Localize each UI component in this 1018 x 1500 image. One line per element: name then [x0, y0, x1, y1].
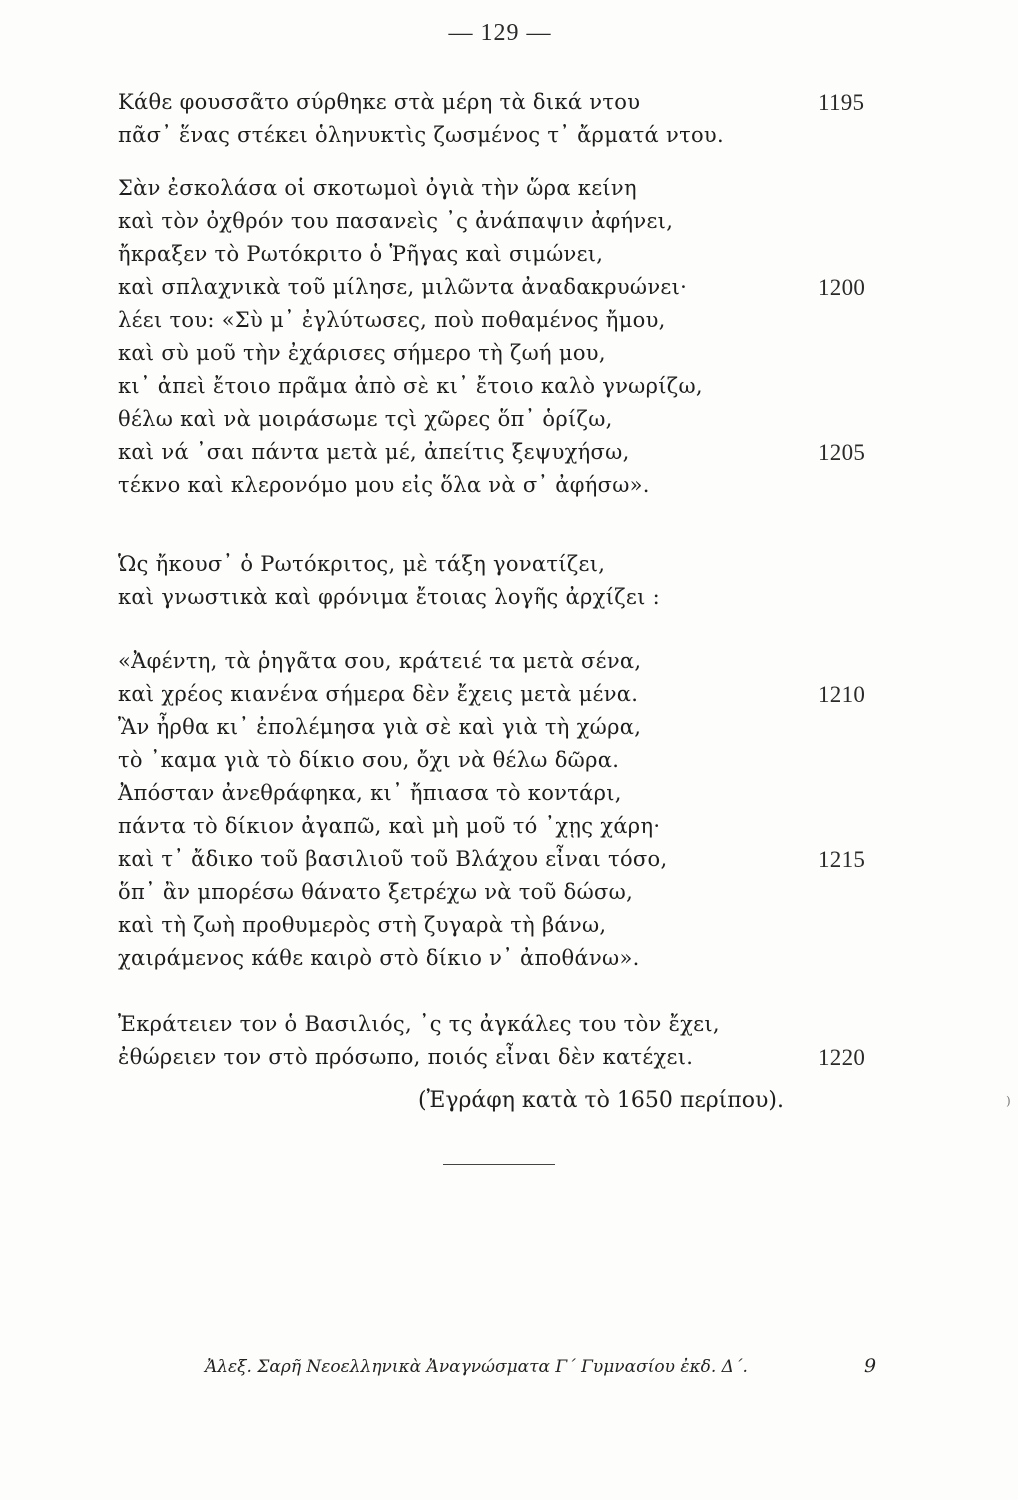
page-header: — 129 —: [448, 20, 552, 46]
verse-text: Ἀπόσταν ἀνεθράφηκα, κι᾽ ἤπιασα τὸ κοντάρι,: [118, 781, 622, 805]
verse-text: τέκνο καὶ κλερονόμο μου εἰς ὅλα νὰ σ᾽ ἀφήσω».: [118, 473, 650, 497]
verse-line: [118, 119, 898, 152]
verse-text: καὶ σὺ μοῦ τὴν ἐχάρισες σήμερο τὴ ζωή μου,: [118, 341, 606, 365]
verse-line: [118, 172, 898, 205]
verse-line: [118, 876, 898, 909]
footer-source-line: Ἀλεξ. Σαρῆ Νεοελληνικὰ Ἀναγνώσματα Γ΄ Γυμνασίου ἐκδ. Δ΄.: [205, 1357, 748, 1377]
verse-text: θέλω καὶ νὰ μοιράσωμε τςὶ χῶρες ὅπ᾽ ὁρίζω,: [118, 407, 613, 431]
verse-line: [118, 337, 898, 370]
stanza-5: [118, 1008, 898, 1074]
verse-line: [118, 843, 898, 876]
verse-line: [118, 645, 898, 678]
verse-text: καὶ τ᾽ ἄδικο τοῦ βασιλιοῦ τοῦ Βλάχου εἶναι τόσο,: [118, 847, 668, 871]
verse-line: [118, 238, 898, 271]
line-number: 1210: [818, 682, 866, 707]
verse-text: ἤκραξεν τὸ Ρωτόκριτο ὁ Ῥῆγας καὶ σιμώνει,: [118, 242, 604, 266]
verse-line: [118, 1008, 898, 1041]
line-number: 1220: [818, 1045, 866, 1070]
verse-line: [118, 1041, 898, 1074]
verse-text: πᾶσ᾽ ἕνας στέκει ὁληνυκτὶς ζωσμένος τ᾽ ἄρματά ντου.: [118, 123, 724, 147]
line-number: 1200: [818, 275, 866, 300]
line-number: 1195: [818, 90, 865, 115]
line-number: 1205: [818, 440, 866, 465]
verse-line: [118, 304, 898, 337]
verse-text: Ὡς ἤκουσ᾽ ὁ Ρωτόκριτος, μὲ τάξη γονατίζει,: [118, 552, 606, 576]
verse-line: [118, 403, 898, 436]
verse-text: Ἂν ἦρθα κι᾽ ἐπολέμησα γιὰ σὲ καὶ γιὰ τὴ χώρα,: [118, 715, 642, 739]
stanza-1: [118, 86, 898, 152]
verse-text: καὶ χρέος κιανένα σήμερα δὲν ἔχεις μετὰ μένα.: [118, 682, 639, 706]
verse-text: κι᾽ ἀπεὶ ἔτοιο πρᾶμα ἀπὸ σὲ κι᾽ ἔτοιο καλὸ γνωρίζω,: [118, 374, 703, 398]
verse-text: Κάθε φουσσᾶτο σύρθηκε στὰ μέρη τὰ δικά ντου: [118, 90, 641, 114]
verse-text: πάντα τὸ δίκιον ἀγαπῶ, καὶ μὴ μοῦ τό ᾽χῃς χάρη·: [118, 814, 661, 838]
verse-text: λέει του: «Σὺ μ᾽ ἐγλύτωσες, ποὺ ποθαμένος ἤμου,: [118, 308, 666, 332]
section-divider: [443, 1164, 555, 1165]
verse-line: [118, 548, 898, 581]
verse-text: καὶ τὴ ζωὴ προθυμερὸς στὴ ζυγαρὰ τὴ βάνω,: [118, 913, 607, 937]
verse-text: καὶ τὸν ὀχθρόν του πασανεὶς ᾽ς ἀνάπαψιν ἀφήνει,: [118, 209, 674, 233]
verse-line: [118, 271, 898, 304]
verse-line: [118, 370, 898, 403]
verse-line: [118, 436, 898, 469]
verse-text: τὸ ᾽καμα γιὰ τὸ δίκιο σου, ὄχι νὰ θέλω δῶρα.: [118, 748, 620, 772]
verse-text: καὶ νά ᾽σαι πάντα μετὰ μέ, ἀπείτις ξεψυχήσω,: [118, 440, 630, 464]
verse-text: καὶ γνωστικὰ καὶ φρόνιμα ἔτοιας λογῆς ἀρχίζει :: [118, 585, 660, 609]
signature-mark: 9: [864, 1355, 877, 1377]
verse-line: [118, 711, 898, 744]
stanza-3: [118, 548, 898, 614]
verse-line: [118, 942, 898, 975]
verse-line: [118, 744, 898, 777]
verse-line: [118, 909, 898, 942]
verse-line: [118, 678, 898, 711]
verse-line: [118, 469, 898, 502]
verse-text: καὶ σπλαχνικὰ τοῦ μίλησε, μιλῶντα ἀναδακρυώνει·: [118, 275, 688, 299]
verse-text: «Ἀφέντη, τὰ ῥηγᾶτα σου, κράτειέ τα μετὰ σένα,: [118, 649, 642, 673]
verse-text: Σὰν ἐσκολάσα οἱ σκοτωμοὶ ὀγιὰ τὴν ὥρα κείνη: [118, 176, 637, 200]
margin-mark: ): [1006, 1094, 1011, 1108]
stanza-4: [118, 645, 898, 975]
verse-line: [118, 205, 898, 238]
verse-line: [118, 581, 898, 614]
date-attribution: (Ἐγράφη κατὰ τὸ 1650 περίπου).: [418, 1088, 784, 1113]
verse-line: [118, 810, 898, 843]
stanza-2: [118, 172, 898, 502]
verse-line: [118, 86, 898, 119]
verse-text: Ἐκράτειεν τον ὁ Βασιλιός, ᾽ς τς ἀγκάλες του τὸν ἔχει,: [118, 1012, 720, 1036]
verse-text: ὅπ᾽ ἂν μπορέσω θάνατο ξετρέχω νὰ τοῦ δώσω,: [118, 880, 634, 904]
line-number: 1215: [818, 847, 866, 872]
verse-text: χαιράμενος κάθε καιρὸ στὸ δίκιο ν᾽ ἀποθάνω».: [118, 946, 640, 970]
verse-text: ἐθώρειεν τον στὸ πρόσωπο, ποιός εἶναι δὲν κατέχει.: [118, 1045, 694, 1069]
verse-line: [118, 777, 898, 810]
